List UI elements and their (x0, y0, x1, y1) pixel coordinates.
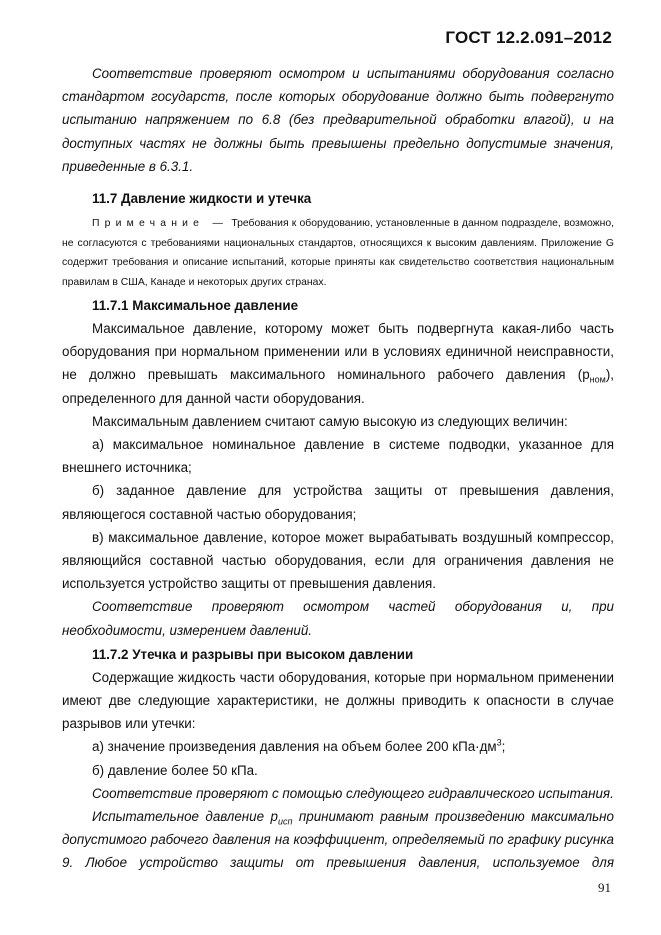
page-number: 91 (598, 880, 611, 895)
list-item-1172-b: б) давление более 50 кПа. (92, 762, 258, 778)
paragraph-compliance: Соответствие проверяют осмотром и испытаниями оборудования согласно стандартом государств, после которых оборудование должно быть подвергнуто испытанию напряжением по 6.8 (без предварительной обработки влагой), и на доступных частях не должны быть превышены предельно допустимые значения, приведенные в 6.3.1. (62, 66, 614, 174)
list-item-a: а) максимальное номинальное давление в системе подводки, указанное для внешнего источника; (62, 437, 614, 476)
paragraph-max-values: Максимальным давлением считают самую высокую из следующих величин: (92, 413, 568, 429)
note-label: Примечание — (92, 218, 229, 230)
note-paragraph (62, 214, 614, 292)
list-item-c: в) максимальное давление, которое может вырабатывать воздушный компрессор, являющийся составной частью оборудования, если для ограничения давления не используется устройство защиты от превышения давления. (62, 529, 614, 592)
paragraph-check-1172: Соответствие проверяют с помощью следующего гидравлического испытания. (92, 785, 614, 801)
subscript-nom: ном (589, 375, 606, 386)
section-heading-11-7-2: 11.7.2 Утечка и разрывы при высоком давлении (92, 646, 414, 662)
paragraph-leak: Содержащие жидкость части оборудования, которые при нормальном применении имеют две следующие характеристики, не должны приводить к опасности в случае разрывов или утечки: (62, 669, 614, 732)
list-item-1172-a: а) значение произведения давления на объем более 200 $кПа\cdot дм^3$; (92, 738, 506, 755)
note-text: Требования к оборудованию, установленные в данном подразделе, возможно, не согласуются с требованиями национальных стандартов, относящихся к высоким давлениям. Приложение G содержит требования и описание испытаний, которые приняты как свидетельство соответствия национальным правилам в США, Канаде и некоторых других странах. (62, 218, 614, 288)
list-item-b: б) заданное давление для устройства защиты от превышения давления, являющегося составной частью оборудования; (62, 483, 614, 522)
section-heading-11-7: 11.7 Давление жидкости и утечка (92, 191, 312, 207)
subscript-isp: исп (277, 816, 293, 827)
superscript-3: 3 (496, 738, 502, 748)
page-header-standard: ГОСТ 12.2.091–2012 (445, 28, 612, 47)
section-heading-11-7-1: 11.7.1 Максимальное давление (92, 298, 299, 314)
paragraph-max-pressure: Максимальное давление, которому может быть подвергнута какая-либо часть оборудования при нормальном применении или в условиях единичной неисправности, не должно превышать максимального номинального рабочего давления $(р_{ном})$, определенного для данной части оборудования. (62, 321, 614, 406)
document-body (62, 62, 614, 875)
paragraph-check-1171: Соответствие проверяют осмотром частей оборудования и, при необходимости, измерением давлений. (62, 599, 614, 638)
paragraph-test-pressure: Испытательное давление $р_{исп}$ принимают равным произведению максимально допустимого рабочего давления на коэффициент, определяемый по графику рисунка 9. Любое устройство защиты от превышения давления, используемое для (62, 809, 614, 871)
